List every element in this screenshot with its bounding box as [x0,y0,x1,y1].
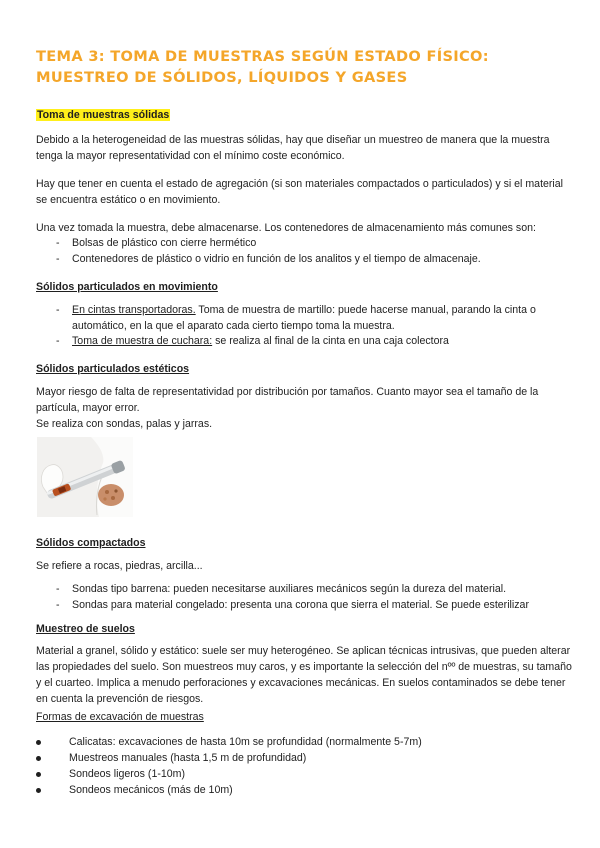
paragraph-rocks: Se refiere a rocas, piedras, arcilla... [36,560,203,572]
list-item: - Contenedores de plástico o vidrio en función de los analitos y el tiempo de almacenaje. [56,252,481,265]
moving-particulates-list [56,303,576,350]
list-item: - Sondas tipo barrena: pueden necesitarse auxiliares mecánicos según la dureza del material. [56,583,507,595]
paragraph-representativity-risk: Mayor riesgo de falta de representatividad por distribución por tamaños. Cuanto mayor sea el tamaño de la partícula, mayor error. [36,386,539,414]
list-item: Sondeos mecánicos (más de 10m) [36,782,576,798]
section-heading-solid-samples [36,108,170,122]
list-item: - Sondas para material congelado: presenta una corona que sierra el material. Se puede esterilizar [56,598,529,611]
paragraph-soil-sampling: Material a granel, sólido y estático: suele ser muy heterogéneo. Se aplican técnicas intrusivas, que pueden alterar las propiedades del suelo. Son muestreos muy caros, y es importante la selección del nºº de muestras, su tamaño y el cuarteo. Implica a menudo perforaciones y excavaciones mecánicas. En suelos contaminados se debe tener en cuenta la prevención de riesgos. [36,645,572,705]
paragraph-sampling-tools: Se realiza con sondas, palas y jarras. [36,418,213,430]
paragraph-storage: Una vez tomada la muestra, debe almacenarse. Los contenedores de almacenamiento más comunes son: [36,222,536,234]
highlighted-heading: Toma de muestras sólidas [37,109,170,121]
compacted-solids-list [56,582,576,613]
list-item: Calicatas: excavaciones de hasta 10m se profundidad (normalmente 5-7m) [36,734,576,750]
excavation-forms-list [36,734,576,798]
sampling-probe-illustration [37,437,133,517]
document-title: TEMA 3: TOMA DE MUESTRAS SEGÚN ESTADO FÍSICO: MUESTREO DE SÓLIDOS, LÍQUIDOS Y GASES [36,48,489,86]
paragraph-aggregation-state: Hay que tener en cuenta el estado de agregación (si son materiales compactados o particulados) y si el material se encuentra estático o en movimiento. [36,178,564,206]
list-item: - Bolsas de plástico con cierre hermético [56,237,257,249]
list-item: - En cintas transportadoras. Toma de muestra de martillo: puede hacerse manual, parando la cinta o automático, en la que el aparato cada cierto tiempo toma la muestra. [56,304,536,332]
sampling-probe-photo [37,437,133,517]
list-item: - Toma de muestra de cuchara: se realiza al final de la cinta en una caja colectora [56,335,449,347]
section-heading-static-particulates: Sólidos particulados estéticos [36,363,190,375]
section-heading-compacted-solids: Sólidos compactados [36,537,146,549]
subheading-excavation-forms: Formas de excavación de muestras [36,711,204,723]
list-item: Muestreos manuales (hasta 1,5 m de profundidad) [36,750,576,766]
paragraph-heterogeneity: Debido a la heterogeneidad de las muestras sólidas, hay que diseñar un muestreo de manera que la muestra tenga la mayor representatividad con el mínimo coste económico. [36,134,550,162]
storage-containers-list [56,236,576,267]
section-heading-soil-sampling: Muestreo de suelos [36,623,135,635]
list-item: Sondeos ligeros (1-10m) [36,766,576,782]
section-heading-moving-particulates: Sólidos particulados en movimiento [36,281,218,293]
